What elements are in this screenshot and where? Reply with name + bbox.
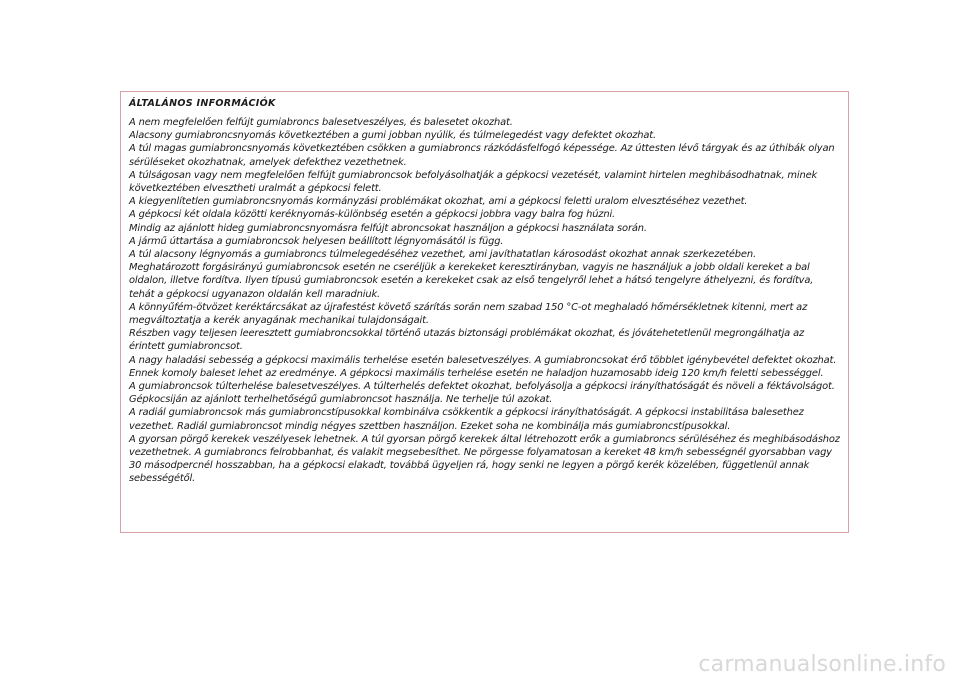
paragraph: Részben vagy teljesen leeresztett gumiabroncsokkal történő utazás biztonsági problémákat okozhat, és jóvátehetetlenül megrongálhatja az érintett gumiabroncsot. [129, 328, 805, 353]
paragraph: A túlságosan vagy nem megfelelően felfújt gumiabroncsok befolyásolhatják a gépkocsi vezetését, valamint hirtelen meghibásodhatnak, minek következtében elvesztheti uralmát a gépkocsi felett. [129, 169, 818, 195]
watermark-text: carmanualsonline.info [698, 652, 946, 677]
paragraph: A nagy haladási sebesség a gépkocsi maximális terhelése esetén balesetveszélyes. A gumiabroncsokat érő többlet igénybevétel defektet okozhat. Ennek komoly baleset lehet az eredménye. A gépkocsi maximális terhelése esetén ne haladjon huzamosabb ideig 120 km/h feletti sebességgel. [129, 354, 837, 379]
paragraph: A túl magas gumiabroncsnyomás következtében csökken a gumiabroncs rázkódásfelfogó képessége. Az úttesten lévő tárgyak és az úthibák olyan sérüléseket okozhatnak, amelyek defekthez vezethetnek. [129, 143, 835, 168]
paragraph: A gumiabroncsok túlterhelése balesetveszélyes. A túlterhelés defektet okozhat, befolyásolja a gépkocsi irányíthatóságát és növeli a féktávolságot. Gépkocsiján az ajánlott terhelhetőségű gumiabroncsot használja. Ne terhelje túl azokat. [129, 381, 835, 406]
paragraph: Meghatározott forgásirányú gumiabroncsok esetén ne cseréljük a kerekeket keresztirányban, vagyis ne használjuk a jobb oldali kereket a bal oldalon, illetve fordítva. Ilyen típusú gumiabroncsok esetén a kerekeket csak az első tengelyről lehet a hátsó tengelyre áthelyezni, és fordítva, tehát a gépkocsi ugyanazon oldalán kell maradniuk. [129, 262, 814, 300]
paragraph: A gépkocsi két oldala közötti keréknyomás-különbség esetén a gépkocsi jobbra vagy balra fog húzni. [129, 209, 616, 221]
paragraph: A gyorsan pörgő kerekek veszélyesek lehetnek. A túl gyorsan pörgő kerekek által létrehozott erők a gumiabroncs sérüléséhez és meghibásodáshoz vezethetnek. A gumiabroncs felrobbanhat, és valakit megsebesíthet. Ne pörgesse folyamatosan a kereket 48 km/h sebességnél gyorsabban vagy 30 másodpercnél hosszabban, ha a gépkocsi elakadt, továbbá ügyeljen rá, hogy senki ne legyen a pörgő kerék közelében, függetlenül annak sebességétől. [129, 433, 840, 485]
paragraph: Alacsony gumiabroncsnyomás következtében a gumi jobban nyúlik, és túlmelegedést vagy defektet okozhat. [129, 130, 657, 142]
paragraph: A radiál gumiabroncsok más gumiabroncstípusokkal kombinálva csökkentik a gépkocsi irányíthatóságát. A gépkocsi instabilitása balesethez vezethet. Radiál gumiabroncsot mindig négyes szettben használjon. Ezeket soha ne kombinálja más gumiabroncstípusokkal. [129, 407, 804, 432]
section-body [129, 116, 840, 486]
paragraph: Mindig az ajánlott hideg gumiabroncsnyomásra felfújt abroncsokat használjon a gépkocsi használata során. [129, 222, 647, 234]
paragraph: A jármű úttartása a gumiabroncsok helyesen beállított légnyomásától is függ. [129, 235, 504, 247]
section-title: ÁLTALÁNOS INFORMÁCIÓK [129, 98, 276, 109]
paragraph: A könnyűfém-ötvözet keréktárcsákat az újrafestést követő szárítás során nem szabad 150 °C-ot meghaladó hőmérsékletnek kitenni, mert az megváltoztatja a kerék anyagának mechanikai tulajdonságait. [129, 301, 808, 327]
paragraph: A nem megfelelően felfújt gumiabroncs balesetveszélyes, és balesetet okozhat. [129, 117, 513, 128]
paragraph: A kiegyenlítetlen gumiabroncsnyomás kormányzási problémákat okozhat, ami a gépkocsi feletti uralom elvesztéséhez vezethet. [129, 196, 748, 208]
general-info-box [120, 91, 849, 533]
paragraph: A túl alacsony légnyomás a gumiabroncs túlmelegedéséhez vezethet, ami javíthatatlan károsodást okozhat annak szerkezetében. [129, 249, 756, 261]
